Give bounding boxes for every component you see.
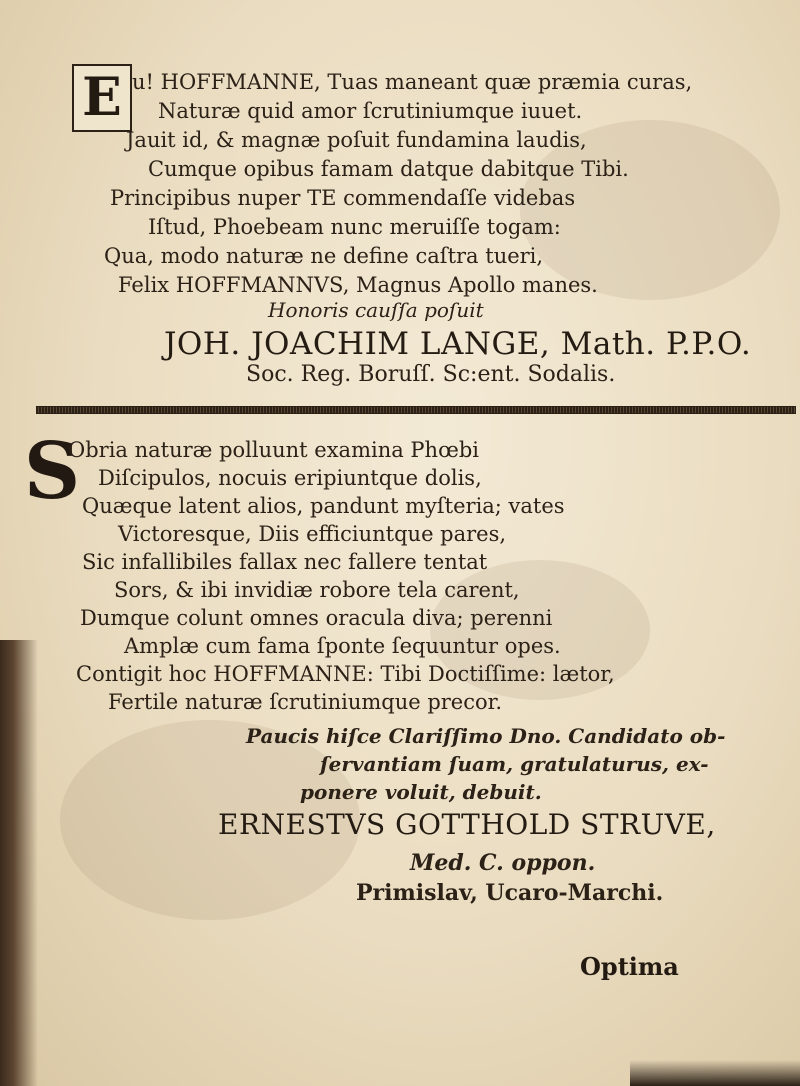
signature-name: JOH. JOACHIM LANGE, Math. P.P.O. [164,326,752,362]
poem-line: Diſcipulos, nocuis eripiuntque dolis, [98,466,482,490]
poem-line: Quæque latent alios, pandunt myſteria; vates [82,494,565,518]
poem-line: Iſtud, Phoebeam nunc meruiſſe togam: [148,215,561,239]
poem-line: Amplæ cum fama ſponte ſequuntur opes. [124,634,561,658]
poem-line: Sors, & ibi invidiæ robore tela carent, [114,578,520,602]
signature-title: Soc. Reg. Boruſſ. Sc:ent. Sodalis. [246,362,616,387]
dedication-line: ponere voluit, debuit. [300,780,542,804]
poem-line: Obria naturæ polluunt examina Phœbi [68,438,479,462]
signature-dedication: Honoris cauſſa poſuit [268,298,484,322]
poem-line: Naturæ quid amor ſcrutiniumque iuuet. [158,99,583,123]
poem-line: Sic infallibiles fallax nec fallere tentat [82,550,488,574]
signature-place: Primislav, Ucaro-Marchi. [356,880,664,906]
ornamental-divider [36,406,796,414]
poem-line: Fertile naturæ ſcrutiniumque precor. [108,690,503,714]
poem-line: Principibus nuper TE commendaſſe videbas [110,186,576,210]
page-edge-shadow [0,640,38,1086]
poem-line: Victoresque, Diis efficiuntque pares, [118,522,507,546]
dedication-line: ſervantiam ſuam, gratulaturus, ex- [320,752,709,776]
page-edge-shadow [630,1060,800,1086]
poem-line: Felix HOFFMANNVS, Magnus Apollo manes. [118,273,598,297]
signature-name: ERNESTVS GOTTHOLD STRUVE, [218,808,716,841]
initial-letter: E [82,67,122,128]
initial-letter: S [23,426,81,517]
poem-line: u! HOFFMANNE, Tuas maneant quæ præmia curas, [132,70,693,94]
dedication-line: Paucis hiſce Clariſſimo Dno. Candidato ob- [246,724,726,748]
catchword: Optima [580,952,679,981]
poem-line: Dumque colunt omnes oracula diva; perenni [80,606,553,630]
signature-title: Med. C. oppon. [410,850,596,876]
poem-line: Qua, modo naturæ ne define caſtra tueri, [104,244,544,268]
poem-line: Contigit hoc HOFFMANNE: Tibi Doctiſſime: lætor, [76,662,615,686]
poem-line: Jauit id, & magnæ poſuit fundamina laudis, [126,128,587,152]
poem-line: Cumque opibus famam datque dabitque Tibi. [148,157,629,181]
decorated-initial [72,64,132,132]
